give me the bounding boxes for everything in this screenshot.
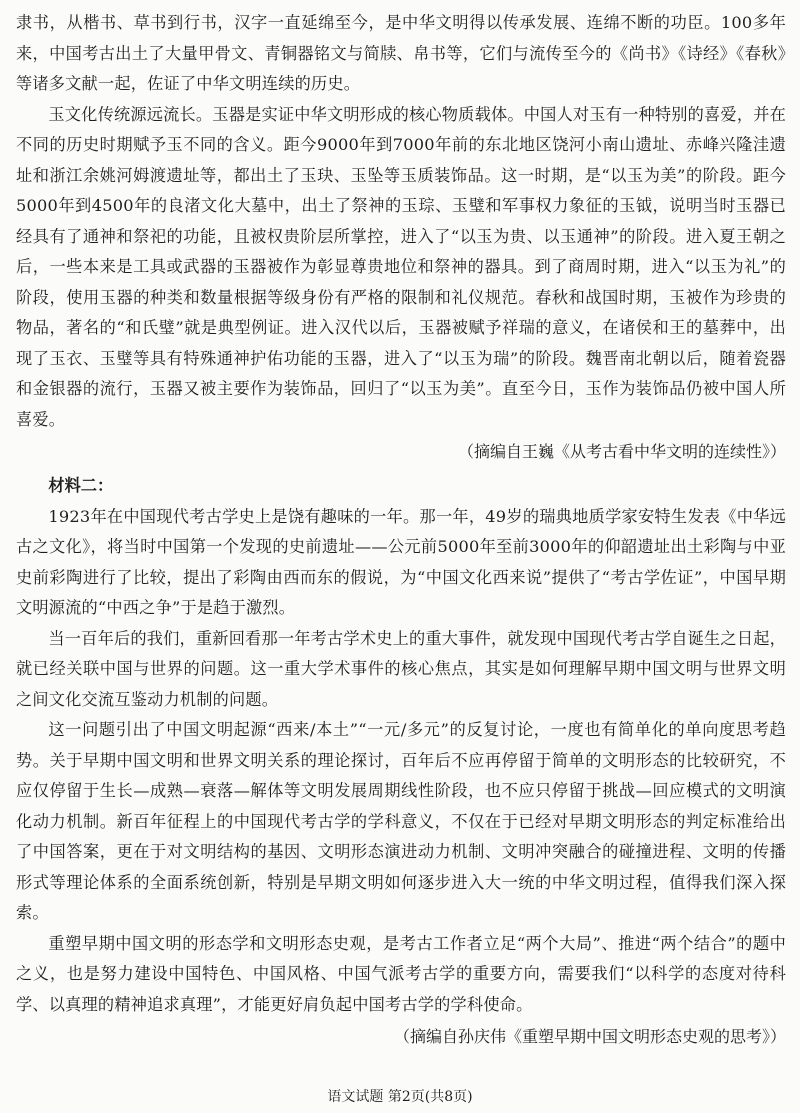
- paragraph-century-later: 当一百年后的我们，重新回看那一年考古学术史上的重大事件，就发现中国现代考古学自诞生之日起，就已经关联中国与世界的问题。这一重大学术事件的核心焦点，其实是如何理解早期中国文明与世界文明之间文化交流互鉴动力机制的问题。: [16, 628, 786, 709]
- paragraph-jade-culture: 玉文化传统源远流长。玉器是实证中华文明形成的核心物质载体。中国人对玉有一种特别的喜爱，并在不同的历史时期赋予玉不同的含义。距今9000年到7000年前的东北地区饶河小南山遗址、赤峰兴隆洼遗址和浙江余姚河姆渡遗址等，都出土了玉玦、玉坠等玉质装饰品。这一时期，是“以玉为美”的阶段。距今5000年到4500年的良渚文化大墓中，出土了祭神的玉琮、玉璧和军事权力象征的玉钺，说明当时玉器已经具有了通神和祭祀的功能，且被权贵阶层所掌控，进入了“以玉为贵、以玉通神”的阶段。进入夏王朝之后，一些本来是工具或武器的玉器被作为彰显尊贵地位和祭神的器具。到了商周时期，进入“以玉为礼”的阶段，使用玉器的种类和数量根据等级身份有严格的限制和礼仪规范。春秋和战国时期，玉被作为珍贵的物品，著名的“和氏璧”就是典型例证。进入汉代以后，玉器被赋予祥瑞的意义，在诸侯和王的墓葬中，出现了玉衣、玉璧等具有特殊通神护佑功能的玉器，进入了“以玉为瑞”的阶段。魏晋南北朝以后，随着瓷器和金银器的流行，玉器又被主要作为装饰品，回归了“以玉为美”。直至今日，玉作为装饰品仍被中国人所喜爱。: [16, 104, 786, 429]
- paragraph-reshape: 重塑早期中国文明的形态学和文明形态史观，是考古工作者立足“两个大局”、推进“两个结合”的题中之义，也是努力建设中国特色、中国风格、中国气派考古学的重要方向，需要我们“以科学的态度对待科学、以真理的精神追求真理”，才能更好肩负起中国考古学的学科使命。: [16, 933, 786, 1014]
- paragraph-hanzi-continuity: 隶书，从楷书、草书到行书，汉字一直延绵至今，是中华文明得以传承发展、连绵不断的功臣。100多年来，中国考古出土了大量甲骨文、青铜器铭文与简牍、帛书等，它们与流传至今的《尚书》《诗经》《春秋》等诸多文献一起，佐证了中华文明连续的历史。: [16, 13, 786, 93]
- paragraph-question: 这一问题引出了中国文明起源“西来/本土”“一元/多元”的反复讨论，一度也有简单化的单向度思考趋势。关于早期中国文明和世界文明关系的理论探讨，百年后不应再停留于简单的文明形态的比较研究，不应仅停留于生长—成熟—衰落—解体等文明发展周期线性阶段，也不应只停留于挑战—回应模式的文明演化动力机制。新百年征程上的中国现代考古学的学科意义，不仅在于已经对早期文明形态的判定标准给出了中国答案，更在于对文明结构的基因、文明形态演进动力机制、文明冲突融合的碰撞进程、文明的传播形式等理论体系的全面系统创新，特别是早期文明如何逐步进入大一统的中华文明过程，值得我们深入探索。: [16, 720, 786, 922]
- paragraph-1923: 1923年在中国现代考古学史上是饶有趣味的一年。那一年，49岁的瑞典地质学家安特生发表《中华远古之文化》，将当时中国第一个发现的史前遗址——公元前5000年至前3000年的仰韶遗址出土彩陶与中亚史前彩陶进行了比较，提出了彩陶由西而东的假说，为“中国文化西来说”提供了“考古学佐证”，中国早期文明源流的“中西之争”于是趋于激烈。: [16, 506, 786, 617]
- page-footer: 语文试题 第2页(共8页): [327, 1089, 473, 1105]
- source-citation-1: （摘编自王巍《从考古看中华文明的连续性》）: [457, 442, 786, 461]
- material-2-heading: 材料二：: [48, 476, 114, 495]
- source-citation-2: （摘编自孙庆伟《重塑早期中国文明形态史观的思考》）: [393, 1027, 786, 1046]
